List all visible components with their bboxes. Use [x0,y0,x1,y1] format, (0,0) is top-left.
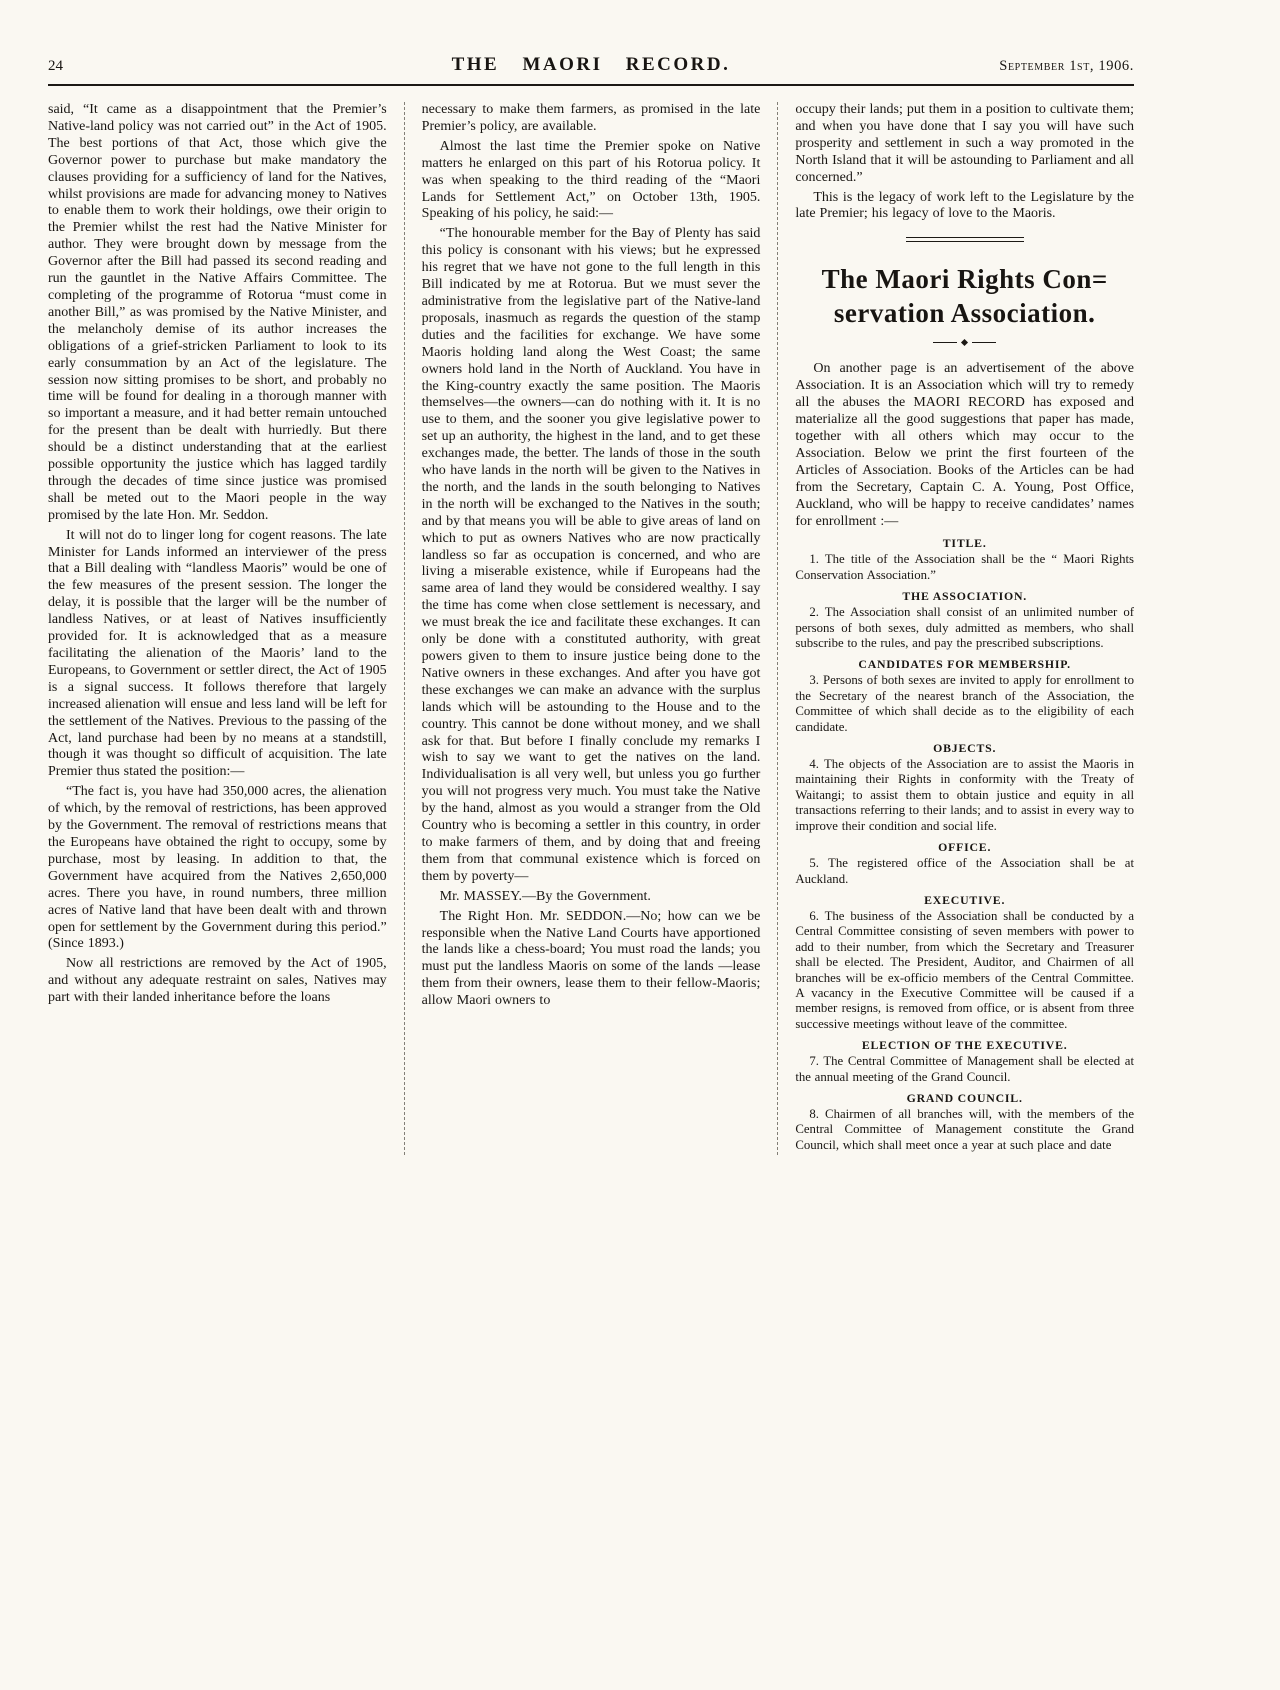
paragraph: Now all restrictions are removed by the Act of 1905, and without any adequate restraint on sales, Natives may part with their landed inheritance before the loans [48,956,387,1006]
masthead [48,54,1134,76]
paragraph: occupy their lands; put them in a position to cultivate them; and when you have done that I say you will have such prosperity and settlement in such a way promoted in the North Island that it will be astounding to Parliament and all concerned.” [795,102,1135,185]
section-body: 7. The Central Committee of Management shall be elected at the annual meeting of the Grand Council. [795,1054,1135,1084]
column-2 [404,102,778,1155]
section-heading: OFFICE. [938,840,992,855]
section-heading: CANDIDATES FOR MEMBERSHIP. [858,657,1071,672]
paragraph: The Right Hon. Mr. SEDDON.—No; how can we be responsible when the Native Land Courts have apportioned the lands like a chess-board; You must road the lands; you must put the landless Maoris on some of the lands —lease them from their owners, lease them to their fellow-Maoris; allow Maori owners to [421,908,761,1009]
article-heading-line2: servation Association. [833,298,1096,329]
header-rule [48,84,1134,86]
section-body: 3. Persons of both sexes are invited to apply for enrollment to the Secretary of the nearest branch of the Association, the Committee of which shall decide as to the eligibility of each candidate. [795,673,1135,734]
column-3 [777,102,1134,1155]
section-heading: ELECTION OF THE EXECUTIVE. [861,1038,1068,1053]
section-heading: OBJECTS. [933,741,997,756]
masthead-title: THE MAORI RECORD. [451,54,731,75]
columns [48,102,1134,1155]
paragraph: said, “It came as a disappointment that the Premier’s Native-land policy was not carried out” in the Act of 1905. The best portions of that Act, those which give the Governor power to purchase but make mandatory the clauses providing for a sufficiency of land for the Natives, whilst provisions are made for advancing money to Natives to enable them to work their holdings, owe their origin to the Premier whilst the rest had the Native Minister for author. They were brought down by message from the Governor after the Bill had passed its second reading and run the gauntlet in the Native Affairs Committee. The completing of the programme of Rotorua “must come in another Bill,” as was promised by the Native Minister, and the melancholy demise of its author increases the obligations of a grief-stricken Parliament to look to its early consummation by an Act of the legislature. The session now sitting promises to be short, and probably no time will be found for dealing in a thorough manner with so important a measure, and it had better remain untouched for the present than be dealt with hurriedly. But there should be a distinct understanding that at the earliest possible opportunity the justice which has lagged tardily through the decades of time since justice was promised shall be meted out to the Maori people in the way promised by the late Hon. Mr. Seddon. [48,102,387,523]
section-heading: EXECUTIVE. [924,892,1006,907]
section-body: 8. Chairmen of all branches will, with the members of the Central Committee of Management constitute the Grand Council, which shall meet once a year at such place and date [795,1106,1135,1152]
issue-date: September 1st, 1906. [999,58,1134,74]
article-heading [795,262,1134,330]
paragraph: This is the legacy of work left to the Legislature by the late Premier; his legacy of love to the Maoris. [795,189,1135,222]
paragraph: Mr. MASSEY.—By the Government. [439,888,651,904]
ornament-line-right [972,342,996,343]
paragraph: “The fact is, you have had 350,000 acres, the alienation of which, by the removal of restrictions, has been approved by the Government. The removal of restrictions means that the Europeans have obtained the right to occupy, some by purchase, most by leasing. In addition to that, the Government have acquired from the Natives 2,650,000 acres. There you have, in round numbers, three million acres of Native land that have been dealt with and thrown open for settlement by the Government during this period.” (Since 1893.) [48,784,387,952]
paragraph: “The honourable member for the Bay of Plenty has said this policy is consonant with his views; but he expressed his regret that we have not gone to the full length in this Bill indicated by me at Rotorua. But we must sever the administrative from the legislative part of the Native-land proposals, inasmuch as regards the question of the stamp duties and the facilities for exchange. We have some Maoris holding land along the West Coast; the same owners hold land in the North of Auckland. You have in the King-country exactly the same position. The Maoris themselves—the owners—can do nothing with it. It is no use to them, and the sooner you give legislative power to set up an authority, the highest in the land, and to get these exchanges made, the better. The lands of those in the south who have lands in the north will be given to the Natives in the north, and the lands in the south belonging to Natives in the north will be exchanged to the Natives in the south; and by that means you will be able to give areas of land on which to put as owners Natives who are now practically landless so far as occupation is concerned, and who are living a miserable existence, while if Europeans had the same area of land they would be considered wealthy. I say the time has come when close settlement is necessary, and we must break the ice and facilitate these exchanges. It can only be done with a constituted authority, with great powers given to them to insure justice being done to the Native owners in these exchanges. And after you have got these exchanges we can make an advance with the surplus lands which will be astounding to the House and to the country. This cannot be done without money, and we shall ask for that. But before I finally conclude my remarks I wish to say we want to get the natives on the land. Individualisation is all very well, but unless you go further you will not progress very much. You must take the Native by the hand, almost as you would a stranger from the Old Country who is becoming a settler in this country, in order to make farmers of them, and by doing that and freeing them from that communal existence which is forced on them by poverty— [421,226,761,884]
ornament-divider [795,340,1134,345]
ornament-diamond-icon [961,339,968,346]
page-number: 24 [48,58,63,74]
section-heading: GRAND COUNCIL. [906,1090,1023,1105]
column-1 [48,102,404,1155]
section-heading: TITLE. [942,536,987,551]
section-body: 1. The title of the Association shall be the “ Maori Rights Conservation Association.” [795,552,1135,582]
section-heading: THE ASSOCIATION. [902,589,1028,604]
paragraph: necessary to make them farmers, as promised in the late Premier’s policy, are available. [421,102,761,134]
paragraph: It will not do to linger long for cogent reasons. The late Minister for Lands informed an interviewer of the press that a Bill dealing with “landless Maoris” would be one of the few measures of the present session. The longer the delay, it is possible that the larger will be the number of landless Natives, or at least of Natives insufficiently provided for. It is acknowledged that as a measure facilitating the alienation of the Maoris’ land to the Europeans, to Government or settler direct, the Act of 1905 is a signal success. It follows therefore that largely increased alienation will ensue and less land will be left for the settlement of the Natives. Previous to the passing of the Act, land purchase had been by no means at a standstill, though it was thought so difficult of acquisition. The late Premier thus stated the position:— [48,527,387,780]
ornament-line-left [933,342,957,343]
article-heading-line1: The Maori Rights Con= [821,264,1108,295]
section-body: 6. The business of the Association shall be conducted by a Central Committee consisting of seven members with power to add to their number, from which the Secretary and Treasurer shall be elected. The President, Auditor, and Chairmen of all branches will be ex-officio members of the Central Committee. A vacancy in the Executive Committee will be caused if a member resigns, is removed from office, or is absent from three successive meetings without leave of the committee. [795,908,1135,1031]
double-rule [906,237,1024,242]
section-body: 4. The objects of the Association are to assist the Maoris in maintaining their Rights in conformity with the Treaty of Waitangi; to assist them to obtain justice and equity in all transactions referring to their lands; and to assist in every way to improve their condition and social life. [795,757,1135,833]
paragraph: On another page is an advertisement of the above Association. It is an Association which will try to remedy all the abuses the MAORI RECORD has exposed and materialize all the good suggestions that paper has made, together with all others which may occur to the Association. Below we print the first fourteen of the Articles of Association. Books of the Articles can be had from the Secretary, Captain C. A. Young, Post Office, Auckland, who will be happy to receive candidates’ names for enrollment :— [795,361,1135,529]
section-body: 2. The Association shall consist of an unlimited number of persons of both sexes, duly admitted as members, who shall subscribe to the rules, and pay the prescribed subscriptions. [795,605,1135,651]
section-body: 5. The registered office of the Association shall be at Auckland. [795,856,1135,886]
paragraph: Almost the last time the Premier spoke on Native matters he enlarged on this part of his Rotorua policy. It was when speaking to the third reading of the “Maori Lands for Settlement Act,” on October 13th, 1905. Speaking of his policy, he said:— [421,138,761,222]
